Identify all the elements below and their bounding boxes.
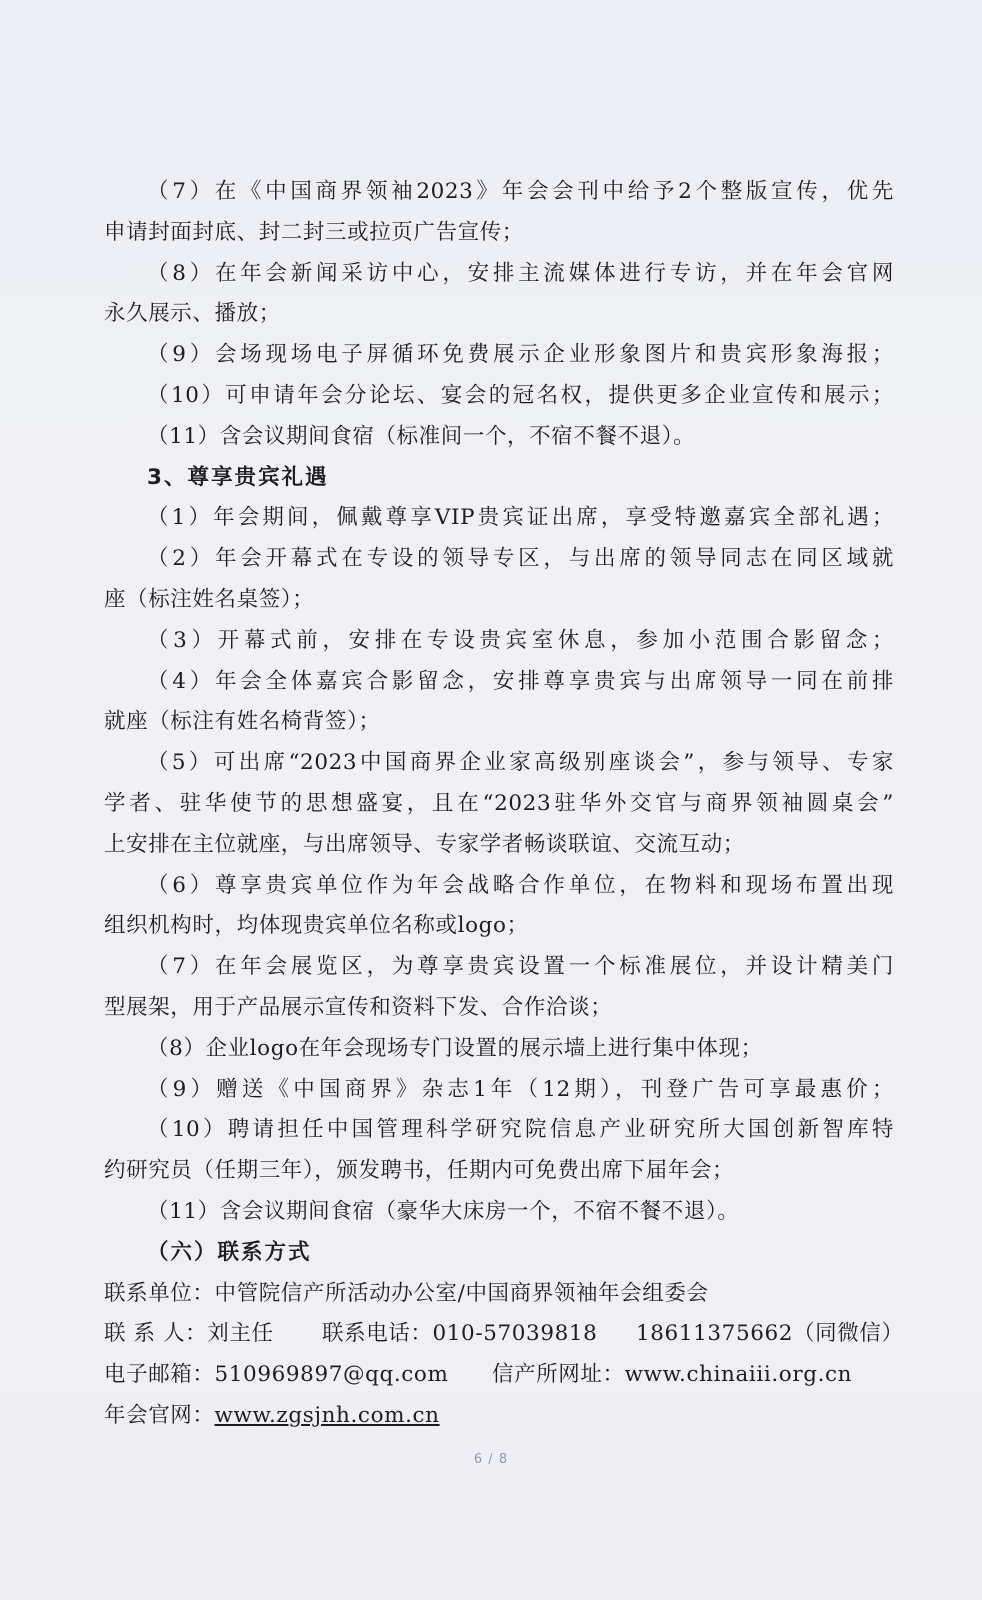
paragraph-line: 座（标注姓名桌签）；: [104, 586, 315, 612]
paragraph-line: （5）可出席“2023中国商界企业家高级别座谈会”，参与领导、专家: [147, 750, 894, 776]
paragraph-line: （8）企业logo在年会现场专门设置的展示墙上进行集中体现；: [147, 1035, 763, 1061]
paragraph-line: 学者、驻华使节的思想盛宴，且在“2023驻华外交官与商界领袖圆桌会”: [104, 790, 894, 816]
contact-unit: 联系单位：中管院信产所活动办公室/中国商界领袖年会组委会: [104, 1280, 709, 1306]
official-site-link[interactable]: www.zgsjnh.com.cn: [214, 1402, 440, 1428]
paragraph-line: （10）聘请担任中国管理科学研究院信息产业研究所大国创新智库特: [147, 1117, 894, 1143]
official-site-row: [104, 1396, 894, 1437]
paragraph-line: 申请封面封底、封二封三或拉页广告宣传；: [104, 219, 524, 245]
paragraph-line: （9）赠送《中国商界》杂志1年（12期），刊登广告可享最惠价；: [147, 1076, 894, 1102]
contact-person: 联 系 人：刘主任: [104, 1321, 274, 1347]
paragraph-line: （2）年会开幕式在专设的领导专区，与出席的领导同志在同区域就: [147, 546, 894, 572]
contact-phone: 联系电话：010-57039818: [322, 1321, 598, 1347]
section-heading: （六）联系方式: [147, 1239, 312, 1265]
paragraph-line: 上安排在主位就座，与出席领导、专家学者畅谈联谊、交流互动；: [104, 831, 745, 857]
page-number: 6 / 8: [473, 1452, 509, 1467]
paragraph-line: （8）在年会新闻采访中心，安排主流媒体进行专访，并在年会官网: [147, 260, 894, 286]
paragraph-line: （9）会场现场电子屏循环免费展示企业形象图片和贵宾形象海报；: [147, 342, 894, 368]
contact-email: 电子邮箱：510969897@qq.com: [104, 1362, 449, 1388]
paragraph-line: （7）在年会展览区，为尊享贵宾设置一个标准展位，并设计精美门: [147, 954, 894, 980]
contact-email-row: [104, 1355, 894, 1396]
document-body: [104, 172, 904, 1437]
paragraph-line: （10）可申请年会分论坛、宴会的冠名权，提供更多企业宣传和展示；: [147, 382, 894, 408]
paragraph-line: （11）含会议期间食宿（豪华大床房一个，不宿不餐不退）。: [147, 1198, 740, 1224]
paragraph-line: 永久展示、播放；: [104, 301, 281, 327]
paragraph-line: （7）在《中国商界领袖2023》年会会刊中给予2个整版宣传，优先: [147, 179, 894, 204]
contact-mobile: 18611375662（同微信）: [636, 1321, 904, 1347]
section-heading: 3、尊享贵宾礼遇: [147, 464, 329, 490]
paragraph-line: （11）含会议期间食宿（标准间一个，不宿不餐不退）。: [147, 423, 696, 449]
paragraph-line: 约研究员（任期三年），颁发聘书，任期内可免费出席下届年会；: [104, 1158, 735, 1184]
official-site-label: 年会官网：: [104, 1402, 215, 1428]
paragraph-line: （4）年会全体嘉宾合影留念，安排尊享贵宾与出席领导一同在前排: [147, 668, 894, 694]
paragraph-line: （3）开幕式前，安排在专设贵宾室休息，参加小范围合影留念；: [147, 627, 894, 653]
paragraph-line: 型展架，用于产品展示宣传和资料下发、合作洽谈；: [104, 994, 613, 1020]
paragraph-line: 就座（标注有姓名椅背签）；: [104, 709, 381, 735]
paragraph-line: 组织机构时，均体现贵宾单位名称或logo；: [104, 913, 529, 939]
paragraph-line: （1）年会期间，佩戴尊享VIP贵宾证出席，享受特邀嘉宾全部礼遇；: [147, 505, 894, 531]
contact-person-row: [104, 1314, 904, 1355]
contact-website: 信产所网址：www.chinaiii.org.cn: [492, 1362, 853, 1388]
paragraph-line: （6）尊享贵宾单位作为年会战略合作单位，在物料和现场布置出现: [147, 872, 894, 898]
